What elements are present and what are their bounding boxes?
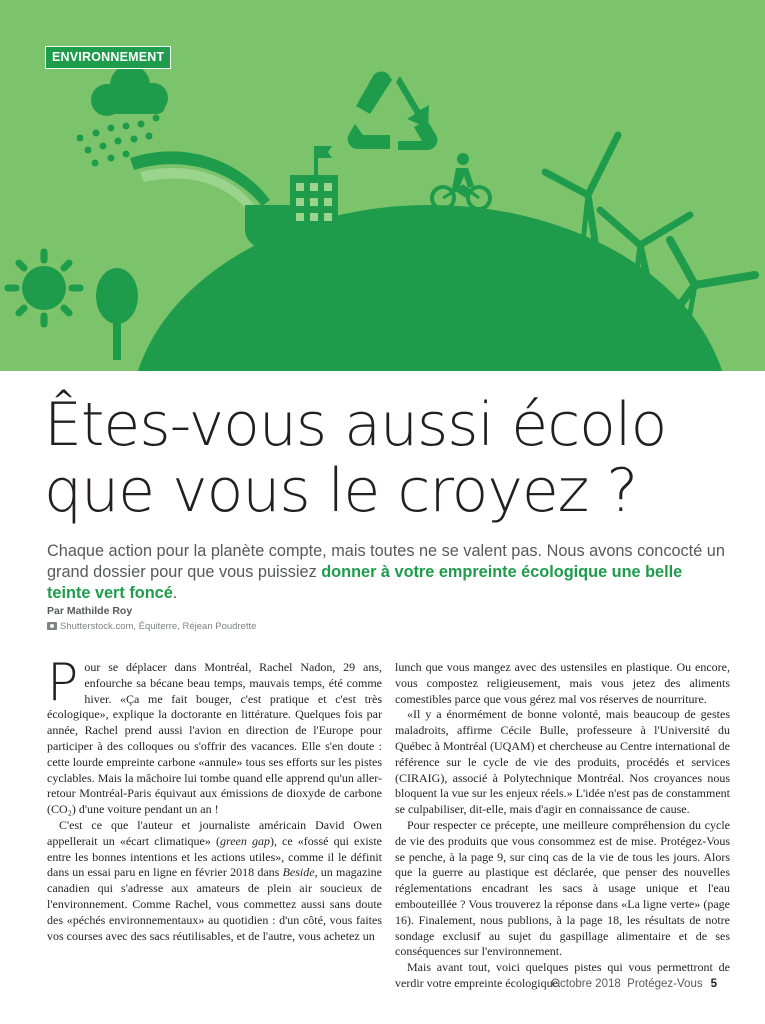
paragraph: C'est ce que l'auteur et journaliste américain David Owen appellerait un «écart climatique» (green gap), ce «fossé qui existe entre les bonnes intentions et les actions utiles», comme il le définit dans un essai paru en ligne en février 2018 dans Beside, un magazine canadien qui s'adresse aux amateurs de plein air soucieux de l'environnement. Comme Rachel, vous commettez aussi sans doute des «péchés environnementaux» au quotidien : d'un côté, vous faites vos courses avec des sacs réutilisables, et de l'autre, vous achetez un <box>47 817 382 943</box>
title-line: Êtes-vous aussi écolo <box>44 390 667 460</box>
photo-credit-text: Shutterstock.com, Équiterre, Réjean Poudrette <box>60 621 257 632</box>
page-number: 5 <box>710 978 717 990</box>
tree-icon <box>96 268 138 360</box>
photo-credit <box>47 621 256 632</box>
paragraph: Mais avant tout, voici quelques pistes qui vous permettront de verdir votre empreinte écologique. <box>395 960 730 990</box>
building-icon <box>290 146 338 230</box>
planet-icon <box>130 205 730 371</box>
paragraph: lunch que vous mangez avec des ustensiles en plastique. Ou encore, vous compostez religieusement, mais vous jetez des aliments comestibles parce que vous gérez mal vos réserves de nourriture. <box>395 660 730 706</box>
recycle-icon <box>348 71 438 150</box>
water-tank-icon <box>245 205 295 250</box>
body-column-left <box>47 653 382 944</box>
section-tag: ENVIRONNEMENT <box>45 46 171 69</box>
lede-highlight: donner à votre empreinte écologique une belle teinte vert foncé <box>47 563 683 602</box>
lede-end: . <box>172 584 178 602</box>
paragraph: Pour se déplacer dans Montréal, Rachel Nadon, 29 ans, enfourche sa bécane beau temps, mauvais temps, été comme hiver. «Ça me fait bouger, c'est pratique et c'est très écologique», explique la doctorante en littérature. Quelques fois par année, Rachel prend aussi l'avion en direction de l'Europe pour participer à des colloques ou s'offrir des vacances. Elle s'en doute : cette lourde empreinte carbone «annule» tous ses efforts sur les pistes cyclables. Mais la mâchoire lui tombe quand elle apprend qu'un aller-retour Montréal-Paris équivaut aux émissions de dioxyde de carbone (CO₂) d'une voiture pendant un an ! <box>47 653 382 817</box>
rain-cloud-icon <box>77 65 169 167</box>
paragraph: «Il y a énormément de bonne volonté, mais beaucoup de gestes maladroits, affirme Cécile Bulle, professeure à l'Université du Québec à Montréal (UQAM) et chercheuse au Centre international de référence sur le cycle de vie des produits, procédés et services (CIRAIG), associé à Polytechnique Montréal. Nos croyances nous bloquent la vue sur les enjeux réels.» L'idée n'est pas de constamment se culpabiliser, dit-elle, mais d'agir en connaissance de cause. <box>395 707 730 817</box>
magazine-name: Protégez-Vous <box>627 978 703 990</box>
cyclist-icon <box>432 153 490 209</box>
title-line: que vous le croyez ? <box>44 456 638 526</box>
byline: Par Mathilde Roy <box>47 605 133 617</box>
camera-icon <box>47 622 57 630</box>
article-title <box>44 392 744 524</box>
paragraph: Pour respecter ce précepte, une meilleure compréhension du cycle de vie des produits que vous consommez est de mise. Protégez-Vous se penche, à la page 9, sur cinq cas de la vie de tous les jours. Alors que la guerre au plastique est déclarée, que penser des nouvelles réglementations encadrant les sacs à usage unique et l'eau embouteillée ? Vous trouverez la réponse dans «La ligne verte» (page 16). Finalement, nous publions, à la page 18, les résultats de notre sondage exclusif au sujet du gaspillage alimentaire et de ses conséquences sur l'environnement. <box>395 817 730 959</box>
article-lede <box>47 541 727 604</box>
sun-icon <box>8 252 80 324</box>
lede-text: Chaque action pour la planète compte, mais toutes ne se valent pas. Nous avons concocté un grand dossier pour que vous puissiez <box>47 542 725 581</box>
page-footer <box>551 978 717 990</box>
drop-cap: P <box>47 653 79 713</box>
issue-date: Octobre 2018 <box>551 978 621 990</box>
hero-illustration <box>0 0 765 371</box>
body-column-right <box>395 660 730 992</box>
